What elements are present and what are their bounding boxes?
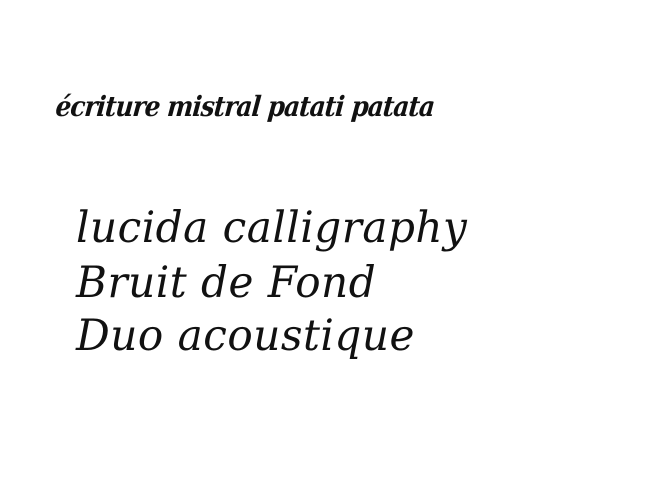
- lucida-calligraphy-text: lucida calligraphy: [76, 203, 468, 253]
- bruit-de-fond-text: Bruit de Fond: [76, 258, 377, 308]
- duo-acoustique-text: Duo acoustique: [76, 311, 415, 361]
- mistral-sample-text: écriture mistral patati patata: [54, 90, 436, 123]
